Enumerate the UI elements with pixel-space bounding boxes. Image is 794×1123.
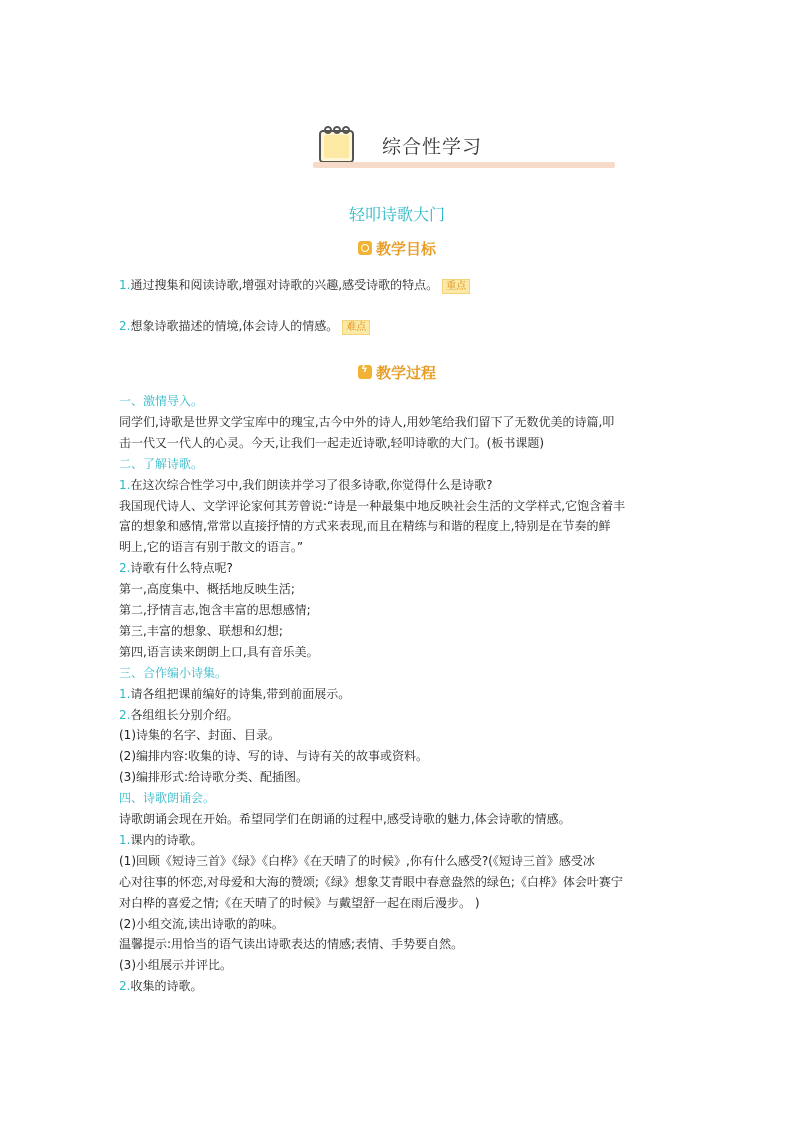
key-point-tag: 重点 [442, 279, 470, 294]
paragraph-line: (2)编排内容:收集的诗、写的诗、与诗有关的故事或资料。 [119, 749, 429, 764]
item-number: 2. [119, 707, 131, 722]
paragraph-line: 温馨提示:用恰当的语气读出诗歌表达的情感;表情、手势要自然。 [119, 937, 464, 952]
numbered-item [119, 707, 238, 724]
section-goals-label: 教学目标 [375, 240, 436, 258]
wave-icon [358, 365, 372, 379]
item-text: 各组组长分别介绍。 [130, 707, 239, 722]
paragraph-line: (3)小组展示并评比。 [119, 958, 232, 973]
paragraph-line: 同学们,诗歌是世界文学宝库中的瑰宝,古今中外的诗人,用妙笔给我们留下了无数优美的诗篇,叩 [119, 414, 615, 429]
paragraph-line: 对白桦的喜爱之情;《在天晴了的时候》与戴望舒一起在雨后漫步。 ) [119, 895, 480, 910]
goal-item [119, 277, 470, 294]
paragraph-line: 第二,抒情言志,饱含丰富的思想感情; [119, 603, 311, 617]
paragraph-line: 第四,语言读来朗朗上口,具有音乐美。 [119, 644, 319, 659]
goal-text: 想象诗歌描述的情境,体会诗人的情感。 [130, 319, 339, 333]
item-number: 1. [119, 477, 131, 492]
numbered-item [119, 560, 233, 577]
process-heading [119, 393, 203, 410]
paragraph-line: 击一代又一代人的心灵。今天,让我们一起走近诗歌,轻叩诗歌的大门。(板书课题) [119, 435, 544, 450]
paragraph-line: (2)小组交流,读出诗歌的韵味。 [119, 916, 284, 931]
difficulty-tag: 难点 [342, 320, 370, 335]
lesson-title: 轻叩诗歌大门 [348, 205, 445, 224]
paragraph-line: 第三,丰富的想象、联想和幻想; [119, 623, 283, 638]
item-number: 1. [119, 686, 131, 701]
header-underline [313, 162, 615, 168]
heading-text: 一、激情导入。 [119, 394, 204, 408]
notepad-icon [315, 122, 359, 166]
item-text: 请各组把课前编好的诗集,带到前面展示。 [130, 686, 351, 701]
goal-number: 1. [119, 278, 131, 292]
process-heading [119, 665, 227, 682]
section-process-title [0, 362, 794, 383]
item-text: 收集的诗歌。 [130, 979, 203, 994]
paragraph-line: (1)回顾《短诗三首》《绿》《白桦》《在天晴了的时候》,你有什么感受?(《短诗三首》感受冰 [119, 853, 595, 868]
paragraph-line: 我国现代诗人、文学评论家何其芳曾说:“诗是一种最集中地反映社会生活的文学样式,它饱含着丰 [119, 498, 626, 513]
paragraph-line: 诗歌朗诵会现在开始。希望同学们在朗诵的过程中,感受诗歌的魅力,体会诗歌的情感。 [119, 812, 571, 826]
section-process-label: 教学过程 [375, 364, 436, 382]
heading-text: 三、合作编小诗集。 [119, 665, 228, 680]
item-number: 1. [119, 832, 131, 847]
process-heading [119, 790, 215, 807]
goal-text: 通过搜集和阅读诗歌,增强对诗歌的兴趣,感受诗歌的特点。 [130, 278, 439, 292]
paragraph-line: (3)编排形式:给诗歌分类、配插图。 [119, 770, 309, 785]
target-icon [358, 241, 372, 255]
goal-item [119, 318, 370, 335]
goal-number: 2. [119, 319, 131, 333]
paragraph-line: 明上,它的语言有别于散文的语言。” [119, 540, 304, 555]
item-number: 2. [119, 561, 131, 576]
page-header [313, 120, 615, 172]
item-text: 课内的诗歌。 [130, 832, 203, 847]
paragraph-line: 心对往事的怀恋,对母爱和大海的赞颂;《绿》想象艾青眼中春意盎然的绿色;《白桦》体会叶赛宁 [119, 874, 623, 889]
item-number: 2. [119, 979, 131, 994]
paragraph-line: (1)诗集的名字、封面、目录。 [119, 728, 280, 743]
item-text: 在这次综合性学习中,我们朗读并学习了很多诗歌,你觉得什么是诗歌? [130, 477, 493, 492]
paragraph-line: 富的想象和感情,常常以直接抒情的方式来表现,而且在精练与和谐的程度上,特别是在节奏的鲜 [119, 519, 611, 534]
numbered-item [119, 832, 202, 849]
process-heading [119, 456, 203, 473]
heading-text: 二、了解诗歌。 [119, 456, 204, 471]
item-text: 诗歌有什么特点呢? [130, 561, 233, 576]
paragraph-line: 第一,高度集中、概括地反映生活; [119, 582, 295, 597]
numbered-item [119, 477, 492, 494]
heading-text: 四、诗歌朗诵会。 [119, 791, 216, 806]
header-title: 综合性学习 [382, 136, 483, 158]
section-goals-title [0, 238, 794, 259]
numbered-item [119, 686, 350, 703]
numbered-item [119, 978, 202, 995]
